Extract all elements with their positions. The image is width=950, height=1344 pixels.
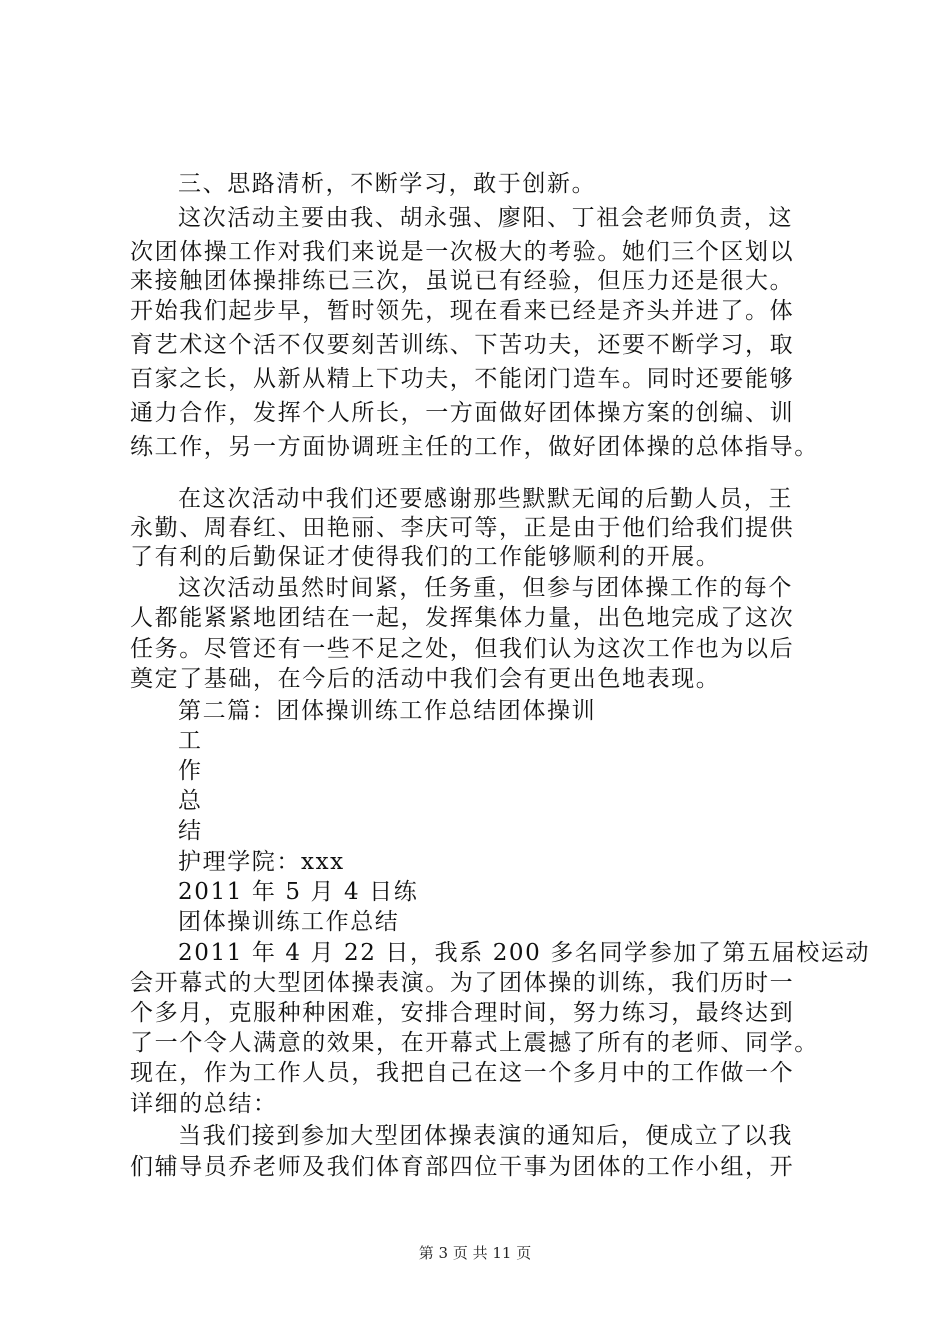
text-line: 人都能紧紧地团结在一起，发挥集体力量，出色地完成了这次: [130, 605, 795, 631]
text-line: 会开幕式的大型团体操表演。为了团体操的训练，我们历时一: [130, 970, 795, 996]
text-line: 2011 年 4 月 22 日，我系 200 多名同学参加了第五届校运动: [178, 940, 871, 966]
text-line: 永勤、周春红、田艳丽、李庆可等，正是由于他们给我们提供: [130, 515, 795, 541]
text-line: 开始我们起步早，暂时领先，现在看来已经是齐头并进了。体: [130, 298, 795, 324]
text-line: 了有利的后勤保证才使得我们的工作能够顺利的开展。: [130, 544, 721, 570]
vertical-char: 总: [178, 788, 203, 814]
text-line: 次团体操工作对我们来说是一次极大的考验。她们三个区划以: [130, 239, 795, 265]
text-line: 三、思路清析，不断学习，敢于创新。: [178, 171, 597, 197]
text-line: 通力合作，发挥个人所长，一方面做好团体操方案的创编、训: [130, 400, 795, 426]
text-line: 奠定了基础，在今后的活动中我们会有更出色地表现。: [130, 666, 721, 692]
text-line: 们辅导员乔老师及我们体育部四位干事为团体的工作小组，开: [130, 1154, 795, 1180]
page-footer: 第 3 页 共 11 页: [418, 1244, 532, 1262]
text-line: 当我们接到参加大型团体操表演的通知后，便成立了以我: [178, 1123, 793, 1149]
text-line: 这次活动虽然时间紧，任务重，但参与团体操工作的每个: [178, 575, 793, 601]
author-line: 护理学院：xxx: [178, 849, 345, 875]
text-line: 练工作，另一方面协调班主任的工作，做好团体操的总体指导。: [130, 434, 819, 460]
text-line: 育艺术这个活不仅要刻苦训练、下苦功夫，还要不断学习，取: [130, 332, 795, 358]
text-line: 现在，作为工作人员，我把自己在这一个多月中的工作做一个: [130, 1060, 795, 1086]
vertical-char: 工: [178, 728, 203, 754]
text-line: 了一个令人满意的效果，在开幕式上震撼了所有的老师、同学。: [130, 1030, 819, 1056]
section-heading: 第二篇：团体操训练工作总结团体操训: [178, 698, 597, 724]
subtitle-line: 团体操训练工作总结: [178, 909, 400, 935]
text-line: 在这次活动中我们还要感谢那些默默无闻的后勤人员，王: [178, 486, 793, 512]
vertical-char: 作: [178, 758, 203, 784]
text-line: 百家之长，从新从精上下功夫，不能闭门造车。同时还要能够: [130, 366, 795, 392]
text-line: 详细的总结：: [130, 1091, 278, 1117]
text-line: 任务。尽管还有一些不足之处，但我们认为这次工作也为以后: [130, 636, 795, 662]
text-line: 来接触团体操排练已三次，虽说已有经验，但压力还是很大。: [130, 268, 795, 294]
date-line: 2011 年 5 月 4 日练: [178, 879, 419, 905]
text-line: 这次活动主要由我、胡永强、廖阳、丁祖会老师负责，这: [178, 205, 793, 231]
vertical-char: 结: [178, 818, 203, 844]
text-line: 个多月，克服种种困难，安排合理时间，努力练习，最终达到: [130, 1000, 795, 1026]
